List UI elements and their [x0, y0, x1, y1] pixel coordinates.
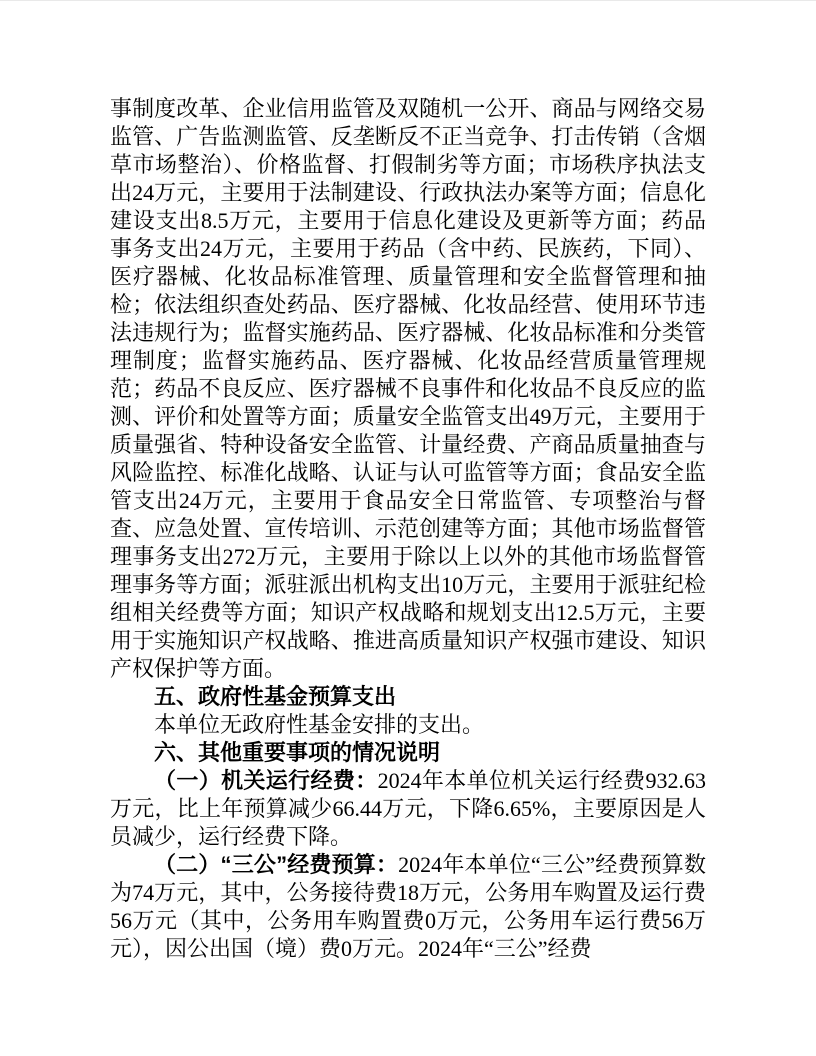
heading-section-6-other-important-matters: 六、其他重要事项的情况说明	[154, 740, 441, 765]
paragraph-agency-operating-expense	[110, 767, 706, 851]
paragraph-general-public-budget-expenditure-detail: 事制度改革、企业信用监管及双随机一公开、商品与网络交易监管、广告监测监管、反垄断反不正当竞争、打击传销（含烟草市场整治）、价格监督、打假制劣等方面；市场秩序执法支出24万元，主要用于法制建设、行政执法办案等方面；信息化建设支出8.5万元，主要用于信息化建设及更新等方面；药品事务支出24万元，主要用于药品（含中药、民族药，下同）、医疗器械、化妆品标准管理、质量管理和安全监督管理和抽检；依法组织查处药品、医疗器械、化妆品经营、使用环节违法违规行为；监督实施药品、医疗器械、化妆品标准和分类管理制度；监督实施药品、医疗器械、化妆品经营质量管理规范；药品不良反应、医疗器械不良事件和化妆品不良反应的监测、评价和处置等方面；质量安全监管支出49万元，主要用于质量强省、特种设备安全监管、计量经费、产商品质量抽查与风险监控、标准化战略、认证与认可监管等方面；食品安全监管支出24万元，主要用于食品安全日常监管、专项整治与督查、应急处置、宣传培训、示范创建等方面；其他市场监督管理事务支出272万元，主要用于除以上以外的其他市场监督管理事务等方面；派驻派出机构支出10万元，主要用于派驻纪检组相关经费等方面；知识产权战略和规划支出12.5万元，主要用于实施知识产权战略、推进高质量知识产权强市建设、知识产权保护等方面。	[110, 96, 706, 681]
paragraph-no-gov-fund-expenditure: 本单位无政府性基金安排的支出。	[154, 712, 485, 737]
paragraph-three-public-expense-budget	[110, 851, 706, 963]
paragraph-lead-agency-operating-expense: （一）机关运行经费：	[154, 768, 378, 793]
paragraph-text-agency-operating-expense: 2024年本单位机关运行经费932.63万元，比上年预算减少66.44万元，下降6.65%，主要原因是人员减少，运行经费下降。	[110, 768, 706, 849]
paragraph-lead-three-public-expense-budget: （二）“三公”经费预算：	[154, 852, 399, 877]
paragraph-text-three-public-expense-budget: 2024年本单位“三公”经费预算数为74万元，其中，公务接待费18万元，公务用车购置及运行费56万元（其中，公务用车购置费0万元，公务用车运行费56万元），因公出国（境）费0万元。2024年“三公”经费	[110, 852, 706, 961]
heading-section-5-gov-fund-budget-expenditure: 五、政府性基金预算支出	[154, 684, 397, 709]
